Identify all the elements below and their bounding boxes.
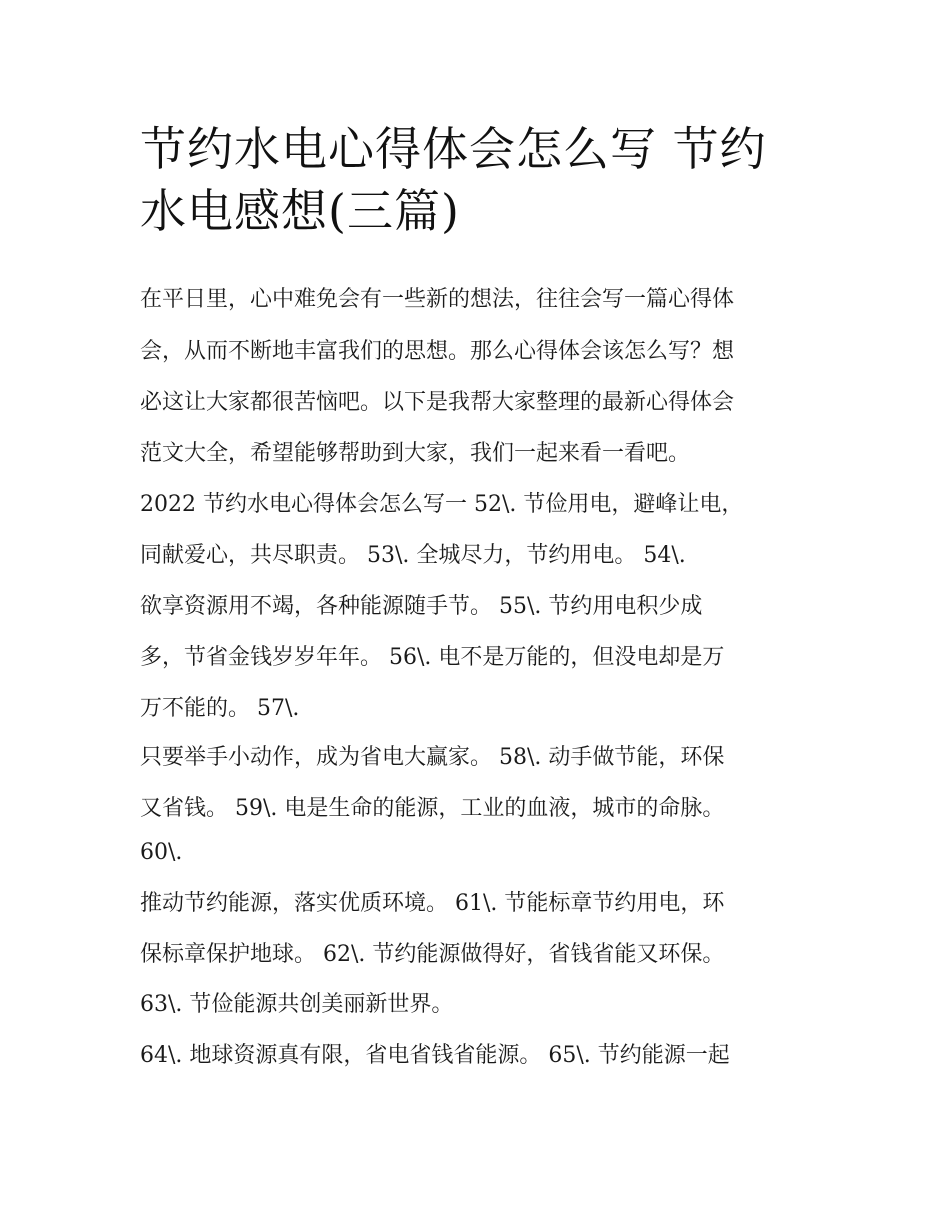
paragraph-line: 64\. 地球资源真有限，省电省钱省能源。 65\. 节约能源一起 (140, 1043, 730, 1068)
paragraph-line: 万不能的。 57\. (140, 696, 300, 721)
paragraph-line: 63\. 节俭能源共创美丽新世界。 (140, 992, 454, 1017)
paragraph-line: 同献爱心，共尽职责。 53\. 全城尽力，节约用电。 54\. (140, 543, 686, 568)
paragraph-line: 多，节省金钱岁岁年年。 56\. 电不是万能的，但没电却是万 (140, 645, 725, 670)
paragraph-line: 必这让大家都很苦恼吧。以下是我帮大家整理的最新心得体会 (140, 390, 735, 415)
paragraph-line: 又省钱。 59\. 电是生命的能源，工业的血液，城市的命脉。 (140, 796, 725, 821)
paragraph-line: 会，从而不断地丰富我们的思想。那么心得体会该怎么写？想 (140, 339, 735, 364)
paragraph-line: 范文大全，希望能够帮助到大家，我们一起来看一看吧。 (140, 441, 691, 466)
document-title (140, 118, 820, 242)
paragraph-line: 保标章保护地球。 62\. 节约能源做得好，省钱省能又环保。 (140, 942, 725, 967)
paragraph-line: 在平日里，心中难免会有一些新的想法，往往会写一篇心得体 (140, 287, 735, 312)
paragraph-line: 60\. (140, 840, 183, 865)
paragraph-line: 推动节约能源，落实优质环境。 61\. 节能标章节约用电，环 (140, 891, 725, 916)
title-line: 水电感想(三篇) (140, 184, 460, 238)
paragraph-line: 欲享资源用不竭，各种能源随手节。 55\. 节约用电积少成 (140, 594, 703, 619)
paragraph-line: 只要举手小动作，成为省电大赢家。 58\. 动手做节能，环保 (140, 745, 725, 770)
title-line: 节约水电心得体会怎么写 节约 (140, 122, 767, 176)
paragraph-line: 2022 节约水电心得体会怎么写一 52\. 节俭用电，避峰让电， (140, 492, 744, 517)
